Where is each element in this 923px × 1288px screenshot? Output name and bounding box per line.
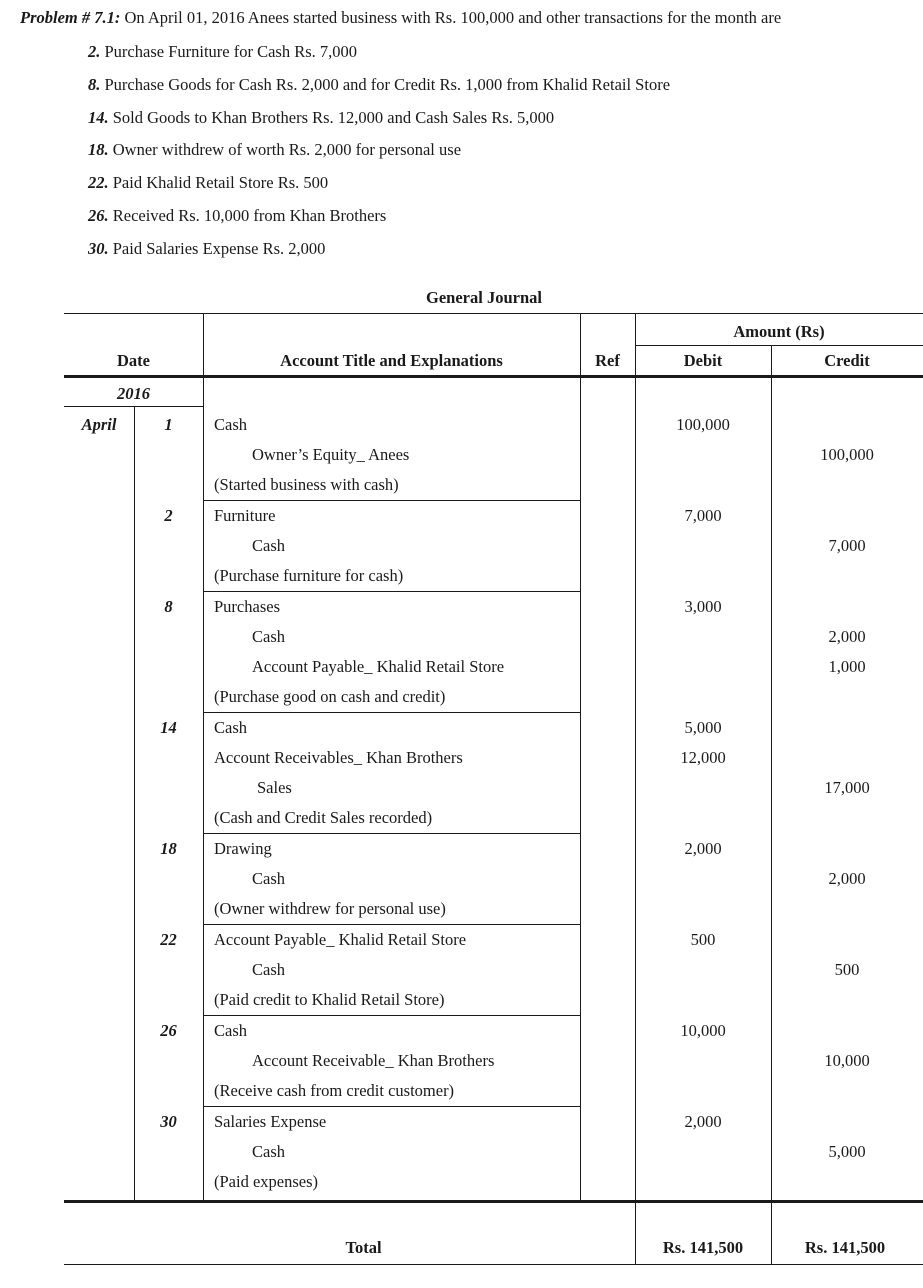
body-bottom-rule [64,1200,923,1203]
total-label: Total [345,1238,382,1257]
transaction-text: Purchase Furniture for Cash Rs. 7,000 [100,42,358,61]
credit-amount: 10,000 [824,1051,870,1070]
credit-amount: 5,000 [828,1142,866,1161]
col-rule-account [203,313,204,1200]
transaction-day: 18. [88,140,109,159]
header-ref: Ref [595,351,620,370]
account-title: Salaries Expense [214,1112,327,1131]
account-title: Account Receivables_ Khan Brothers [214,748,463,767]
debit-amount: 5,000 [684,718,722,737]
account-title: Cash [214,718,247,737]
account-title: Cash [252,869,285,888]
account-title: Account Payable_ Khalid Retail Store [252,657,505,676]
transaction-text: Paid Salaries Expense Rs. 2,000 [108,239,326,258]
debit-amount: 3,000 [684,597,722,616]
header-account: Account Title and Explanations [280,351,503,370]
entry-day: 14 [160,718,177,737]
credit-amount: 7,000 [828,536,866,555]
entry-separator [203,500,580,501]
header-bottom-rule [64,375,923,378]
col-rule-credit [771,345,772,1264]
entry-narration: (Purchase furniture for cash) [214,566,404,585]
entry-separator [203,1106,580,1107]
transaction-day: 22. [88,173,109,192]
transaction-text: Owner withdrew of worth Rs. 2,000 for personal use [108,140,462,159]
account-title: Cash [214,1021,247,1040]
account-title: Drawing [214,839,272,858]
entry-day: 8 [164,597,173,616]
account-title: Cash [252,627,285,646]
header-amount: Amount (Rs) [733,322,825,341]
journal-title: General Journal [426,288,542,307]
debit-amount: 100,000 [676,415,730,434]
transaction-day: 8. [88,75,101,94]
account-title: Cash [252,960,285,979]
transaction-day: 30. [88,239,109,258]
problem-label: Problem # 7.1: [20,8,121,27]
account-title: Account Receivable_ Khan Brothers [252,1051,495,1070]
entry-day: 18 [160,839,177,858]
problem-text: On April 01, 2016 Anees started business with Rs. 100,000 and other transactions for the month are [120,8,782,27]
col-rule-ref [580,313,581,1200]
entry-day: 22 [160,930,177,949]
credit-amount: 500 [834,960,860,979]
transaction-day: 14. [88,108,109,127]
header-debit: Debit [683,351,723,370]
transaction-text: Sold Goods to Khan Brothers Rs. 12,000 and Cash Sales Rs. 5,000 [108,108,555,127]
entry-separator [203,1015,580,1016]
entry-day: 26 [160,1021,177,1040]
entry-narration: (Paid expenses) [214,1172,319,1191]
transaction-text: Paid Khalid Retail Store Rs. 500 [108,173,329,192]
entry-day: 1 [164,415,173,434]
debit-amount: 2,000 [684,839,722,858]
credit-amount: 2,000 [828,627,866,646]
debit-amount: 7,000 [684,506,722,525]
amount-divider-rule [635,345,923,346]
header-date: Date [117,351,150,370]
account-title: Purchases [214,597,280,616]
account-title: Cash [252,1142,285,1161]
debit-amount: 500 [690,930,716,949]
transaction-day: 26. [88,206,109,225]
debit-amount: 2,000 [684,1112,722,1131]
credit-amount: 1,000 [828,657,866,676]
account-title: Owner’s Equity_ Anees [252,445,410,464]
entry-day: 2 [164,506,173,525]
entry-narration: (Owner withdrew for personal use) [214,899,446,918]
account-title: Furniture [214,506,276,525]
entry-separator [203,924,580,925]
header-credit: Credit [824,351,870,370]
credit-amount: 17,000 [824,778,870,797]
year-cell: 2016 [117,384,150,403]
account-title: Sales [257,778,292,797]
entry-narration: (Receive cash from credit customer) [214,1081,455,1100]
transaction-text: Purchase Goods for Cash Rs. 2,000 and for Credit Rs. 1,000 from Khalid Retail Store [100,75,671,94]
account-title: Account Payable_ Khalid Retail Store [214,930,467,949]
table-bottom-rule [64,1264,923,1265]
entry-narration: (Cash and Credit Sales recorded) [214,808,433,827]
month-cell: April [81,415,117,434]
entry-day: 30 [160,1112,177,1131]
debit-amount: 10,000 [680,1021,726,1040]
table-top-rule [64,313,923,314]
entry-separator [203,591,580,592]
entry-narration: (Purchase good on cash and credit) [214,687,446,706]
entry-narration: (Paid credit to Khalid Retail Store) [214,990,445,1009]
total-credit: Rs. 141,500 [804,1238,886,1257]
total-debit: Rs. 141,500 [662,1238,744,1257]
entry-narration: (Started business with cash) [214,475,399,494]
entry-separator [203,712,580,713]
credit-amount: 100,000 [820,445,874,464]
account-title: Cash [214,415,247,434]
transaction-day: 2. [88,42,101,61]
entry-separator [203,833,580,834]
debit-amount: 12,000 [680,748,726,767]
account-title: Cash [252,536,285,555]
transaction-text: Received Rs. 10,000 from Khan Brothers [108,206,387,225]
credit-amount: 2,000 [828,869,866,888]
